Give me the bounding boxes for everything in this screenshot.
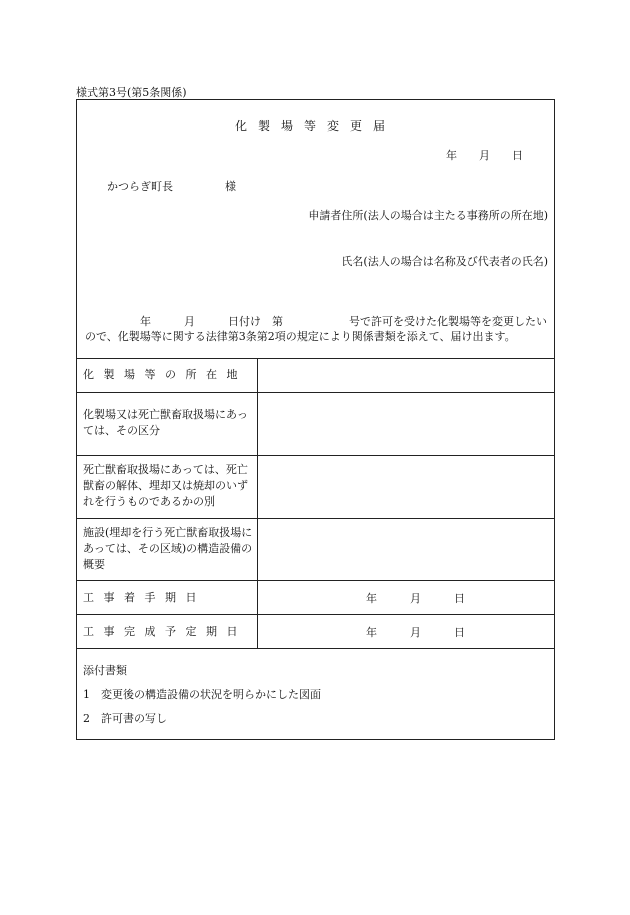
form-title: 化製場等変更届	[234, 119, 396, 133]
construction-completion-date[interactable]: 年 月 日	[366, 626, 465, 639]
table-column-divider	[257, 358, 258, 648]
applicant-name-label[interactable]: 氏名(法人の場合は名称及び代表者の氏名)	[341, 255, 548, 268]
table-row-divider	[77, 580, 554, 581]
addressee: かつらぎ町長	[107, 180, 173, 193]
attachment-item: 2 許可書の写し	[83, 712, 167, 725]
table-row-label: 死亡獣畜取扱場にあっては、死亡獣畜の解体、埋却又は焼却のいずれを行うものであるかの別	[83, 463, 248, 508]
table-row-label: 化製場等の所在地	[83, 368, 247, 381]
submission-date[interactable]: 年 月 日	[446, 149, 523, 162]
construction-start-date[interactable]: 年 月 日	[366, 592, 465, 605]
attachments-heading: 添付書類	[83, 664, 127, 677]
facility-outline-value-cell[interactable]	[259, 519, 553, 579]
notice-form-frame	[76, 99, 555, 740]
table-row-label: 化製場又は死亡獣畜取扱場にあっては、その区分	[83, 408, 248, 437]
table-bottom-rule	[77, 648, 554, 649]
category-value-cell[interactable]	[259, 393, 553, 454]
form-number: 様式第3号(第5条関係)	[76, 86, 187, 99]
addressee-suffix: 様	[225, 180, 236, 193]
table-row-divider	[77, 614, 554, 615]
notice-body-text: 年 月 日付け 第 号で許可を受けた化製場等を変更したいので、化製場等に関する法律第3条第2項の規定により関係書類を添えて、届け出ます。	[85, 315, 547, 343]
handling-type-value-cell[interactable]	[259, 456, 553, 517]
table-row-label: 工事着手期日	[83, 591, 206, 604]
table-row-label: 施設(埋却を行う死亡獣畜取扱場にあっては、その区域)の構造設備の概要	[83, 526, 253, 571]
location-value-cell[interactable]	[259, 359, 553, 391]
table-row-label: 工事完成予定期日	[83, 625, 247, 638]
attachment-item: 1 変更後の構造設備の状況を明らかにした図面	[83, 688, 321, 701]
applicant-address-label[interactable]: 申請者住所(法人の場合は主たる事務所の所在地)	[308, 209, 548, 222]
